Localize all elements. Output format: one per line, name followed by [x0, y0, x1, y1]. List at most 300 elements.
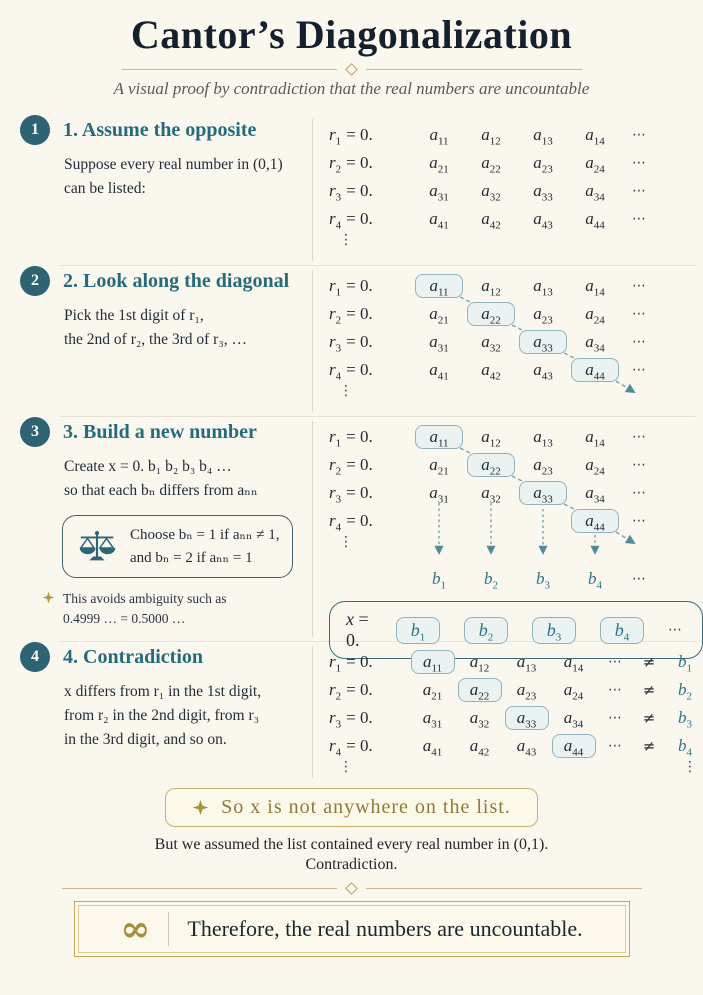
- digit-cell: [569, 483, 621, 506]
- digit-cell: [569, 304, 621, 327]
- digit-cell: [413, 125, 465, 148]
- row-label: [329, 483, 413, 506]
- digit-cell: [517, 276, 569, 299]
- digit-cell: [517, 455, 569, 478]
- cdots: ⋯: [632, 278, 646, 294]
- digit-cell: [465, 453, 517, 477]
- highlight-cell: $a_{44}$: [552, 734, 596, 758]
- step-4-right: [313, 642, 703, 782]
- highlight-cell: $a_{33}$: [505, 706, 549, 730]
- cdots: ⋯: [632, 362, 646, 378]
- step-1-section: [0, 115, 703, 265]
- digit-cell: [503, 652, 550, 675]
- math-symbol: $r_1$: [329, 276, 342, 299]
- digit-cell: [413, 181, 465, 204]
- math-symbol: $r_2$: [329, 304, 342, 327]
- equals-prefix: = 0.: [346, 511, 373, 530]
- math-symbol: $a_{44}$: [585, 209, 605, 232]
- math-symbol: $a_{21}$: [422, 680, 443, 703]
- digit-cell: [517, 304, 569, 327]
- math-symbol: $a_{31}$: [429, 181, 449, 204]
- math-symbol: $a_{21}$: [429, 153, 449, 176]
- row-label: [329, 276, 413, 299]
- math-symbol: $a_{23}$: [516, 680, 537, 703]
- math-symbol: $a_{12}$: [481, 427, 501, 450]
- math-symbol: $b_4$: [678, 736, 692, 759]
- math-symbol: $a_{24}$: [585, 455, 605, 478]
- highlight-cell: $a_{11}$: [415, 425, 463, 449]
- math-symbol: $b_3$: [536, 569, 550, 592]
- digit-cell: [465, 209, 517, 232]
- matrix-row: [329, 149, 703, 177]
- math-symbol: $a_{12}$: [481, 125, 501, 148]
- step-3-head: [20, 417, 312, 447]
- step-3-body-line: so that each bₙ differs from aₙₙ: [64, 482, 258, 500]
- math-symbol: $b_1$: [678, 652, 692, 675]
- divider-line: [366, 69, 582, 70]
- math-symbol: $b_1$: [410, 619, 426, 644]
- equals-prefix: = 0.: [346, 181, 373, 200]
- step-4-left: [20, 642, 312, 782]
- math-symbol: $b_2$: [678, 680, 692, 703]
- digit-cell: [456, 708, 503, 731]
- digit-cell: [517, 125, 569, 148]
- math-symbol: $a_{22}$: [481, 153, 501, 176]
- math-symbol: $r_1$: [329, 427, 342, 450]
- cdots: ⋯: [632, 127, 646, 143]
- math-symbol: $b_3$: [546, 619, 562, 644]
- math-symbol: $a_{42}$: [469, 736, 490, 759]
- digit-cell: [517, 209, 569, 232]
- conclusion: [0, 788, 703, 874]
- digit-cell: [409, 708, 456, 731]
- digit-cell: [569, 358, 621, 382]
- math-symbol: $a_{21}$: [429, 455, 449, 478]
- math-symbol: $a_{24}$: [585, 304, 605, 327]
- math-symbol: $a_{13}$: [516, 652, 537, 675]
- digit-rule-box: [62, 515, 293, 578]
- ambiguity-note: [42, 589, 312, 630]
- math-symbol: $a_{43}$: [533, 209, 553, 232]
- digit-cell: [413, 153, 465, 176]
- step-3-body: [64, 455, 312, 503]
- cdots: ⋯: [632, 457, 646, 473]
- diamond-ornament-icon: [345, 882, 358, 895]
- highlight-cell: $a_{33}$: [519, 330, 567, 354]
- row-label: [329, 736, 409, 759]
- digit-cell: [465, 332, 517, 355]
- cdots: ⋯: [632, 306, 646, 322]
- equals-prefix: = 0.: [346, 332, 373, 351]
- digit-cell: [503, 680, 550, 703]
- cdots: ⋯: [608, 738, 622, 754]
- b-digit: [665, 736, 703, 759]
- step-2-right: [313, 266, 703, 416]
- equals-prefix: = 0.: [346, 427, 373, 446]
- digit-cell: [413, 274, 465, 298]
- row-label: [329, 332, 413, 355]
- vdots-row: [329, 535, 703, 565]
- math-symbol: $a_{14}$: [563, 652, 584, 675]
- row-label: [329, 652, 409, 675]
- final-banner: [74, 901, 630, 957]
- math-symbol: $a_{42}$: [481, 360, 501, 383]
- diamond-ornament-icon: [345, 63, 358, 76]
- math-symbol: $a_{13}$: [533, 427, 553, 450]
- vdots: ⋮: [339, 232, 353, 248]
- digit-cell: [550, 680, 597, 703]
- math-symbol: $a_{43}$: [533, 360, 553, 383]
- ambiguity-note-line: This avoids ambiguity such as: [63, 591, 227, 607]
- digit-cell: [550, 708, 597, 731]
- digit-cell: [465, 302, 517, 326]
- conclusion-box: [165, 788, 538, 827]
- vdots-row: [329, 384, 703, 408]
- equals-prefix: = 0.: [346, 483, 373, 502]
- not-equal-sign: ≠: [642, 737, 656, 755]
- cdots: ⋯: [632, 155, 646, 171]
- digit-cell: [456, 678, 503, 702]
- math-symbol: $r_2$: [329, 680, 342, 703]
- equals-prefix: = 0.: [346, 708, 373, 727]
- matrix-row: [329, 177, 703, 205]
- digit-cell: [413, 304, 465, 327]
- digit-cell: [569, 276, 621, 299]
- digit-rule-line: Choose bₙ = 1 if aₙₙ ≠ 1,: [130, 527, 280, 544]
- digit-cell: [569, 509, 621, 533]
- math-symbol: $a_{14}$: [585, 427, 605, 450]
- vdots: ⋮: [339, 534, 353, 550]
- highlight-cell: $a_{11}$: [415, 274, 463, 298]
- math-symbol: $r_4$: [329, 209, 342, 232]
- math-symbol: $a_{14}$: [585, 276, 605, 299]
- math-symbol: $r_2$: [329, 153, 342, 176]
- b-digit: [665, 680, 703, 703]
- equals-prefix: = 0.: [346, 304, 373, 323]
- digit-cell: [517, 181, 569, 204]
- math-symbol: $a_{24}$: [585, 153, 605, 176]
- matrix-row: [329, 121, 703, 149]
- digit-cell: [465, 153, 517, 176]
- equals-prefix: = 0.: [346, 209, 373, 228]
- math-symbol: $a_{42}$: [481, 209, 501, 232]
- step-2-head: [20, 266, 312, 296]
- equals-prefix: = 0.: [346, 455, 373, 474]
- math-symbol: $a_{32}$: [481, 332, 501, 355]
- highlight-cell: $a_{22}$: [467, 453, 515, 477]
- math-symbol: $a_{32}$: [481, 181, 501, 204]
- b-digit-box: [396, 617, 440, 644]
- cdots: ⋯: [632, 183, 646, 199]
- contradiction-label: Contradiction.: [305, 856, 398, 873]
- equals-prefix: = 0.: [346, 125, 373, 144]
- matrix-row: [329, 704, 703, 732]
- b-digit: [569, 569, 621, 592]
- math-symbol: $a_{41}$: [422, 736, 443, 759]
- step-2-body-line: Pick the 1st digit of r₁,: [64, 307, 204, 324]
- divider-line: [122, 69, 338, 70]
- balance-scale-icon: [76, 529, 118, 565]
- b-row: [329, 565, 703, 593]
- cdots: ⋯: [632, 513, 646, 529]
- math-symbol: $b_4$: [588, 569, 602, 592]
- conclusion-box-text: So x is not anywhere on the list.: [221, 796, 511, 818]
- math-symbol: $a_{12}$: [481, 276, 501, 299]
- cdots: ⋯: [632, 211, 646, 227]
- equals-prefix: = 0.: [346, 276, 373, 295]
- step-3-badge: 3: [20, 417, 50, 447]
- cdots: ⋯: [632, 334, 646, 350]
- step-4-head: [20, 642, 312, 672]
- math-symbol: $r_1$: [329, 652, 342, 675]
- step-1-body: [64, 153, 312, 201]
- b-digit-box: [532, 617, 576, 644]
- cdots: ⋯: [632, 571, 646, 587]
- step-2-badge: 2: [20, 266, 50, 296]
- digit-cell: [465, 181, 517, 204]
- row-label: [329, 708, 409, 731]
- digit-cell: [465, 427, 517, 450]
- equals-prefix: = 0.: [346, 736, 373, 755]
- step-1-right: [313, 115, 703, 265]
- math-symbol: $a_{31}$: [422, 708, 443, 731]
- step-1-body-line: can be listed:: [64, 180, 146, 198]
- matrix-row: [329, 648, 703, 676]
- matrix-row: [329, 300, 703, 328]
- digit-cell: [413, 425, 465, 449]
- digit-cell: [517, 427, 569, 450]
- ornament-divider: [62, 884, 642, 893]
- x-digit-list: [396, 617, 644, 644]
- b-digit: [665, 708, 703, 731]
- math-symbol: $a_{34}$: [585, 332, 605, 355]
- highlight-cell: $a_{33}$: [519, 481, 567, 505]
- digit-cell: [413, 332, 465, 355]
- b-digit-box: [600, 617, 644, 644]
- not-equal-sign: ≠: [642, 709, 656, 727]
- row-label: [329, 304, 413, 327]
- matrix-row: [329, 479, 703, 507]
- digit-cell: [517, 360, 569, 383]
- math-symbol: $a_{32}$: [481, 483, 501, 506]
- matrix-row: [329, 272, 703, 300]
- row-label: [329, 427, 413, 450]
- row-label: [329, 511, 413, 534]
- x-equals: = 0.: [346, 609, 369, 650]
- digit-cell: [503, 736, 550, 759]
- listing-matrix: [329, 121, 703, 257]
- build-number-matrix: [329, 423, 703, 593]
- math-symbol: $b_3$: [678, 708, 692, 731]
- math-symbol: $a_{32}$: [469, 708, 490, 731]
- highlight-cell: $a_{44}$: [571, 358, 619, 382]
- row-label: [329, 181, 413, 204]
- matrix-row: [329, 507, 703, 535]
- step-4-heading: 4. Contradiction: [63, 645, 203, 668]
- ornament-divider: [122, 65, 582, 74]
- digit-cell: [456, 652, 503, 675]
- math-symbol: $a_{33}$: [533, 181, 553, 204]
- digit-cell: [550, 652, 597, 675]
- step-1-body-line: Suppose every real number in (0,1): [64, 156, 283, 173]
- digit-cell: [569, 181, 621, 204]
- matrix-row: [329, 205, 703, 233]
- b-digit: [413, 569, 465, 592]
- digit-cell: [456, 736, 503, 759]
- digit-cell: [465, 360, 517, 383]
- step-4-body: [64, 680, 312, 752]
- digit-cell: [413, 360, 465, 383]
- cdots: ⋯: [632, 429, 646, 445]
- math-symbol: $a_{23}$: [533, 455, 553, 478]
- step-4-section: [0, 642, 703, 782]
- b-digit: [465, 569, 517, 592]
- digit-rule-text: [130, 524, 279, 569]
- digit-cell: [569, 455, 621, 478]
- step-4-body-line: from r₂ in the 2nd digit, from r₃: [64, 707, 260, 725]
- equals-prefix: = 0.: [346, 652, 373, 671]
- math-symbol: $a_{14}$: [585, 125, 605, 148]
- digit-cell: [409, 736, 456, 759]
- math-symbol: $a_{43}$: [516, 736, 537, 759]
- step-1-head: [20, 115, 312, 145]
- row-label: [329, 680, 409, 703]
- ambiguity-note-text: [63, 589, 226, 630]
- math-symbol: $a_{34}$: [563, 708, 584, 731]
- cdots: ⋯: [632, 485, 646, 501]
- divider-line: [62, 888, 338, 889]
- contradiction-matrix: [329, 648, 703, 784]
- math-symbol: $r_2$: [329, 455, 342, 478]
- math-symbol: $r_3$: [329, 708, 342, 731]
- math-symbol: $r_4$: [329, 736, 342, 759]
- digit-cell: [413, 209, 465, 232]
- digit-cell: [409, 650, 456, 674]
- equals-prefix: = 0.: [346, 153, 373, 172]
- banner-divider: [168, 912, 169, 946]
- cdots: ⋯: [608, 682, 622, 698]
- math-symbol: $a_{12}$: [469, 652, 490, 675]
- step-2-section: [0, 266, 703, 416]
- math-symbol: $a_{34}$: [585, 181, 605, 204]
- page-title: Cantor’s Diagonalization: [130, 12, 573, 57]
- subtitle: A visual proof by contradiction that the real numbers are uncountable: [113, 79, 590, 98]
- math-symbol: $a_{24}$: [563, 680, 584, 703]
- math-symbol: $b_2$: [484, 569, 498, 592]
- digit-cell: [409, 680, 456, 703]
- digit-cell: [517, 153, 569, 176]
- vdots: ⋮: [339, 759, 353, 775]
- math-symbol: $a_{23}$: [533, 153, 553, 176]
- math-symbol: $r_3$: [329, 181, 342, 204]
- step-4-body-line: in the 3rd digit, and so on.: [64, 731, 227, 749]
- highlight-cell: $a_{11}$: [411, 650, 455, 674]
- math-symbol: $a_{31}$: [429, 483, 449, 506]
- vdots: ⋮: [683, 759, 697, 775]
- matrix-row: [329, 451, 703, 479]
- digit-cell: [465, 125, 517, 148]
- digit-cell: [569, 125, 621, 148]
- highlight-cell: $a_{22}$: [458, 678, 502, 702]
- vdots-row: [329, 233, 703, 257]
- vdots-row: [329, 760, 703, 784]
- step-2-body: [64, 304, 312, 352]
- step-3-section: [0, 417, 703, 650]
- digit-cell: [550, 734, 597, 758]
- not-equal-sign: ≠: [642, 681, 656, 699]
- step-2-body-line: the 2nd of r₂, the 3rd of r₃, …: [64, 331, 247, 349]
- math-symbol: $a_{13}$: [533, 276, 553, 299]
- math-symbol: $r_4$: [329, 360, 342, 383]
- matrix-row: [329, 423, 703, 451]
- digit-cell: [517, 330, 569, 354]
- row-label: [329, 360, 413, 383]
- math-symbol: $a_{41}$: [429, 360, 449, 383]
- step-4-body-line: x differs from r₁ in the 1st digit,: [64, 683, 262, 700]
- math-symbol: $r_4$: [329, 511, 342, 534]
- math-symbol: $a_{21}$: [429, 304, 449, 327]
- not-equal-sign: ≠: [642, 653, 656, 671]
- step-1-badge: 1: [20, 115, 50, 145]
- math-symbol: $b_4$: [614, 619, 630, 644]
- step-2-left: [20, 266, 312, 416]
- equals-prefix: = 0.: [346, 360, 373, 379]
- matrix-row: [329, 732, 703, 760]
- row-label: [329, 209, 413, 232]
- row-label: [329, 153, 413, 176]
- step-1-heading: 1. Assume the opposite: [63, 118, 257, 141]
- digit-cell: [465, 483, 517, 506]
- math-symbol: $r_1$: [329, 125, 342, 148]
- infinity-icon: ∞: [120, 907, 151, 950]
- math-symbol: $a_{23}$: [533, 304, 553, 327]
- step-3-left: [20, 417, 312, 641]
- math-symbol: $a_{41}$: [429, 209, 449, 232]
- x-variable: x: [346, 609, 354, 629]
- digit-cell: [517, 481, 569, 505]
- ambiguity-note-line: 0.4999 … = 0.5000 …: [63, 611, 186, 627]
- math-symbol: $b_1$: [432, 569, 446, 592]
- vdots: ⋮: [339, 383, 353, 399]
- diagonal-matrix: [329, 272, 703, 408]
- digit-cell: [569, 209, 621, 232]
- step-3-body-line: Create x = 0. b₁ b₂ b₃ b₄ …: [64, 458, 232, 475]
- conclusion-note: But we assumed the list contained every real number in (0,1).: [154, 836, 549, 853]
- digit-cell: [569, 427, 621, 450]
- row-label: [329, 125, 413, 148]
- matrix-row: [329, 676, 703, 704]
- step-4-badge: 4: [20, 642, 50, 672]
- b-digit: [665, 652, 703, 675]
- math-symbol: $b_2$: [478, 619, 494, 644]
- cdots: ⋯: [668, 622, 682, 638]
- digit-cell: [569, 332, 621, 355]
- digit-cell: [465, 276, 517, 299]
- step-3-right: [313, 417, 703, 650]
- math-symbol: $a_{11}$: [429, 125, 449, 148]
- digit-rule-line: and bₙ = 2 if aₙₙ = 1: [130, 549, 253, 566]
- digit-cell: [503, 706, 550, 730]
- proof-steps: [0, 115, 703, 782]
- math-symbol: $a_{13}$: [533, 125, 553, 148]
- highlight-cell: $a_{44}$: [571, 509, 619, 533]
- sparkle-icon: [42, 591, 55, 604]
- step-3-heading: 3. Build a new number: [63, 420, 257, 443]
- math-symbol: $r_3$: [329, 483, 342, 506]
- digit-cell: [569, 153, 621, 176]
- math-symbol: $a_{31}$: [429, 332, 449, 355]
- sparkle-icon: [192, 799, 209, 816]
